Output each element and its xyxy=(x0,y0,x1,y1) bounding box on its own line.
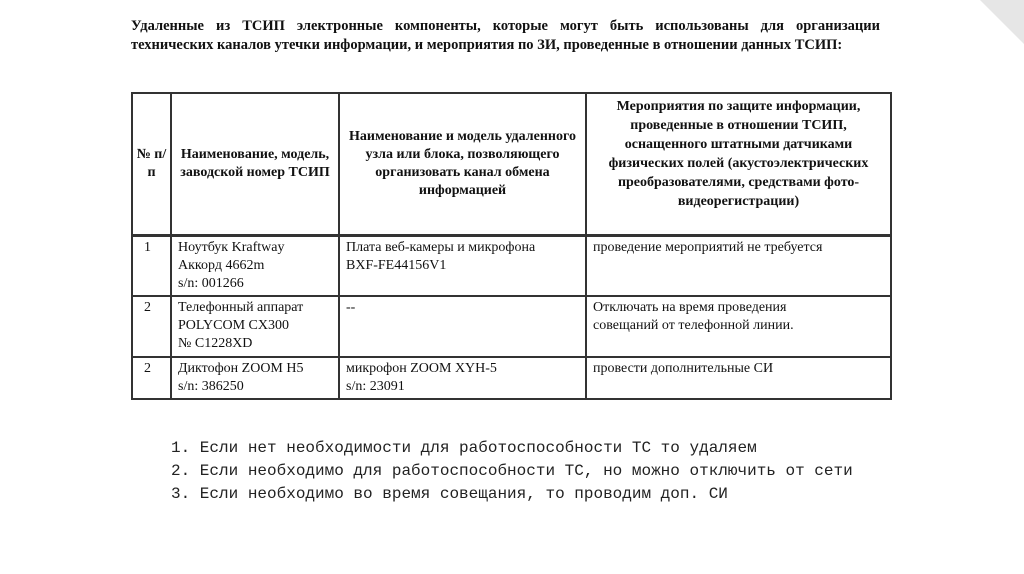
list-item: 3. Если необходимо во время совещания, то проводим доп. СИ xyxy=(171,485,728,503)
header-module: Наименование и модель удаленного узла или блока, позволяющего организовать канал обмена информацией xyxy=(339,93,586,236)
list-item: 1. Если нет необходимости для работоспособности ТС то удаляем xyxy=(171,439,757,457)
measures-cell xyxy=(586,357,891,399)
device-cell xyxy=(171,296,339,357)
device-line: Диктофон ZOOM H5 xyxy=(178,361,304,376)
table-row xyxy=(132,296,891,357)
measures-cell xyxy=(586,236,891,297)
components-table xyxy=(131,92,892,400)
page-corner-fold xyxy=(980,0,1024,44)
device-cell xyxy=(171,236,339,297)
module-line: s/n: 23091 xyxy=(346,379,405,394)
device-line: Телефонный аппарат xyxy=(178,300,304,315)
module-line: -- xyxy=(346,300,356,315)
document-heading: Удаленные из ТСИП электронные компоненты, которые могут быть использованы для организации технических каналов утечки информации, и мероприятия по ЗИ, проведенные в отношении данных ТСИП: xyxy=(131,18,880,53)
notes-list xyxy=(171,437,853,506)
table-row xyxy=(132,236,891,297)
device-line: № C1228XD xyxy=(178,336,253,351)
measures-cell xyxy=(586,296,891,357)
module-line: BXF-FE44156V1 xyxy=(346,258,447,273)
module-line: микрофон ZOOM XYH-5 xyxy=(346,361,497,376)
measures-line: Отключать на время проведения xyxy=(593,300,787,315)
table-header-row xyxy=(132,93,891,236)
row-number: 1 xyxy=(132,236,171,297)
device-cell xyxy=(171,357,339,399)
measures-line: совещаний от телефонной линии. xyxy=(593,318,794,333)
module-cell xyxy=(339,357,586,399)
device-line: s/n: 386250 xyxy=(178,379,244,394)
row-number: 2 xyxy=(132,357,171,399)
table-row xyxy=(132,357,891,399)
module-cell xyxy=(339,236,586,297)
measures-line: провести дополнительные СИ xyxy=(593,361,774,376)
module-line: Плата веб-камеры и микрофона xyxy=(346,240,536,255)
device-line: Ноутбук Kraftway xyxy=(178,240,285,255)
device-line: Аккорд 4662m xyxy=(178,258,265,273)
header-measures: Мероприятия по защите информации, проведенные в отношении ТСИП, оснащенного штатными датчиками физических полей (акустоэлектрических преобразователями, средствами фото-видеорегистрации) xyxy=(586,93,891,236)
device-line: s/n: 001266 xyxy=(178,276,244,291)
header-device: Наименование, модель, заводской номер ТСИП xyxy=(171,93,339,236)
row-number: 2 xyxy=(132,296,171,357)
device-line: POLYCOM CX300 xyxy=(178,318,290,333)
module-cell xyxy=(339,296,586,357)
measures-line: проведение мероприятий не требуется xyxy=(593,240,823,255)
header-number: № п/п xyxy=(132,93,171,236)
list-item: 2. Если необходимо для работоспособности ТС, но можно отключить от сети xyxy=(171,462,853,480)
